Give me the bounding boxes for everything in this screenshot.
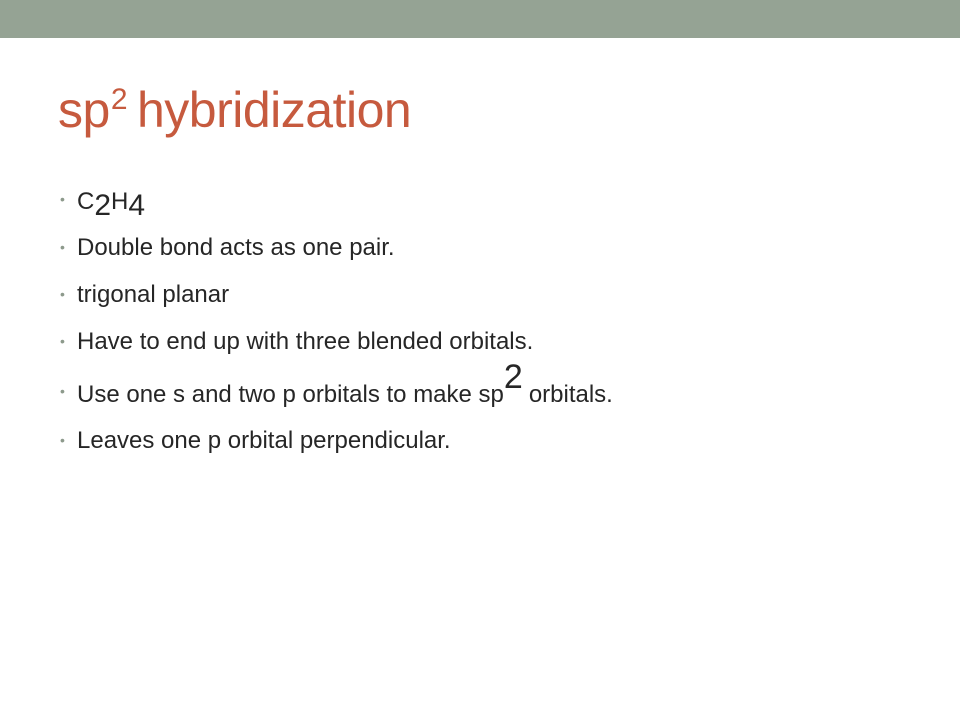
bullet-item-double-bond: [60, 224, 940, 271]
top-accent-bar: [0, 0, 960, 38]
bullet-text: Leaves one p orbital perpendicular.: [77, 427, 451, 454]
bullet-list: [60, 176, 940, 464]
bullet-item-sp2-orbitals: [60, 358, 940, 417]
formula-c-subscript: 2: [94, 189, 112, 222]
bullet-item-trigonal-planar: [60, 271, 940, 318]
bullet-text-after: orbitals.: [528, 381, 613, 408]
slide-title: [58, 78, 411, 150]
formula-h-subscript: 4: [128, 189, 146, 222]
bullet-dot-icon: •: [60, 239, 65, 255]
bullet-dot-icon: •: [60, 191, 65, 207]
bullet-text: Have to end up with three blended orbitals.: [77, 328, 534, 355]
bullet-text: trigonal planar: [77, 281, 230, 308]
title-base: sp: [58, 82, 110, 138]
bullet-item-formula: [60, 176, 940, 224]
bullet-text: Double bond acts as one pair.: [77, 234, 395, 261]
bullet-text-before: Use one s and two p orbitals to make sp: [77, 381, 504, 408]
bullet-dot-icon: •: [60, 333, 65, 349]
title-superscript: 2: [110, 83, 127, 116]
formula-c: C: [77, 188, 95, 215]
bullet-item-blended-orbitals: [60, 318, 940, 365]
bullet-dot-icon: •: [60, 432, 65, 448]
bullet-dot-icon: •: [60, 383, 65, 399]
bullet-item-perpendicular: [60, 417, 940, 464]
title-rest: hybridization: [137, 82, 412, 138]
bullet-superscript: 2: [503, 358, 523, 396]
formula-h: H: [111, 188, 129, 215]
bullet-dot-icon: •: [60, 286, 65, 302]
